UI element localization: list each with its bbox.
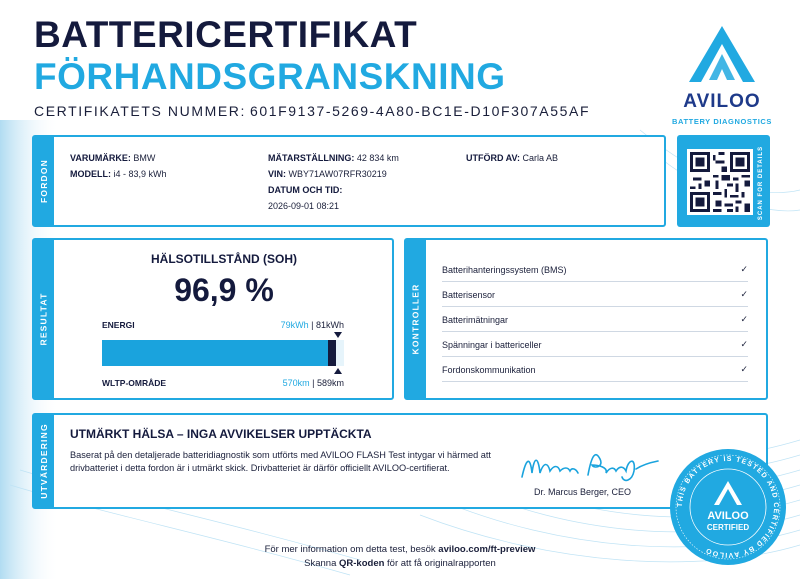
date-value: 2026-09-01 08:21: [268, 201, 340, 211]
odometer-value: 42 834 km: [356, 153, 399, 163]
evaluation-section: [32, 413, 768, 509]
certificate-number-value: 601F9137-5269-4A80-BC1E-D10F307A55AF: [249, 103, 591, 119]
checks-section: [404, 238, 768, 400]
date-value-row: [268, 201, 339, 211]
brand-row: [70, 153, 155, 163]
vin-label: VIN:: [268, 169, 286, 179]
brand-label: VARUMÄRKE:: [70, 153, 131, 163]
check-item-cell-voltages: [442, 333, 748, 357]
footer-line2-suffix: för att få originalrapporten: [384, 558, 496, 569]
checkmark-icon: ✓: [740, 264, 748, 274]
soh-progress-fill: [102, 340, 328, 366]
vin-row: [268, 169, 387, 179]
evaluation-title: UTMÄRKT HÄLSA – INGA AVVIKELSER UPPTÄCKTA: [70, 427, 372, 441]
checkmark-icon: ✓: [740, 339, 748, 349]
evaluation-text: Baserat på den detaljerade batteridiagnostik som utförts med AVILOO FLASH Test intygar vi härmed att drivbatteriet i detta fordon är i utmärkt skick. Drivbatteriet är därför officiellt AVILOO-certifierat.: [70, 450, 491, 474]
check-item-measurements: [442, 308, 748, 332]
energy-values: [234, 320, 344, 330]
wltp-max: 589km: [316, 378, 344, 388]
result-tab: RESULTAT: [34, 240, 54, 398]
vin-value: WBY71AW07RFR30219: [288, 169, 387, 179]
soh-value: 96,9 %: [174, 272, 274, 308]
footer-line1-prefix: För mer information om detta test, besök: [264, 544, 439, 555]
signature-image: [518, 445, 668, 485]
signer-name: Dr. Marcus Berger, CEO: [534, 487, 632, 497]
check-item-bms: [442, 258, 748, 282]
aviloo-logo: [672, 24, 772, 124]
check-label: Batterimätningar: [442, 314, 509, 325]
qr-code-icon[interactable]: [687, 149, 753, 215]
performed-by-value: Carla AB: [522, 153, 559, 163]
checks-tab: KONTROLLER: [406, 240, 426, 398]
energy-max: 81kWh: [315, 320, 344, 330]
model-label: MODELL:: [70, 169, 111, 179]
logo-word: AVILOO: [683, 91, 761, 112]
checkmark-icon: ✓: [740, 364, 748, 374]
aviloo-logo-icon: [687, 24, 757, 84]
soh-label: HÄLSOTILLSTÅND (SOH): [151, 252, 297, 266]
certificate-subtitle: FÖRHANDSGRANSKNING: [34, 56, 506, 97]
check-label: Fordonskommunikation: [442, 364, 536, 375]
check-label: Batterihanteringssystem (BMS): [442, 264, 567, 275]
model-value: i4 - 83,9 kWh: [113, 169, 167, 179]
energy-current: 79kWh: [280, 320, 309, 330]
soh-progress-bar: [102, 340, 344, 366]
wltp-marker-icon: [334, 368, 342, 374]
qr-code-box[interactable]: [677, 135, 770, 227]
wltp-label: WLTP-OMRÅDE: [102, 378, 167, 388]
logo-subtitle: BATTERY DIAGNOSTICS: [672, 117, 773, 126]
scan-label: SCAN FOR DETAILS: [758, 145, 765, 221]
certificate-number: [34, 103, 590, 119]
check-label: Batterisensor: [442, 289, 496, 300]
energy-marker-icon: [334, 332, 342, 338]
seal-ring-text: THIS BATTERY IS TESTED AND CERTIFIED BY AVILOO: [676, 455, 780, 559]
checkmark-icon: ✓: [740, 289, 748, 299]
energy-separator: |: [308, 320, 316, 330]
brand-value: BMW: [133, 153, 156, 163]
footer-link[interactable]: aviloo.com/ft-preview: [438, 544, 536, 555]
evaluation-tab: UTVÄRDERING: [34, 415, 54, 507]
wltp-separator: |: [309, 378, 317, 388]
date-label: DATUM OCH TID:: [268, 185, 343, 195]
vehicle-section: [32, 135, 666, 227]
footer-line1: [0, 543, 800, 557]
performed-by-label: UTFÖRD AV:: [466, 153, 520, 163]
date-label-row: [268, 185, 342, 195]
footer-line2-prefix: Skanna: [304, 558, 340, 569]
certificate-number-label: CERTIFIKATETS NUMMER:: [34, 103, 246, 119]
check-item-sensor: [442, 283, 748, 307]
model-row: [70, 169, 167, 179]
result-section: [32, 238, 394, 400]
check-item-communication: [442, 358, 748, 382]
energy-label: ENERGI: [102, 320, 135, 330]
wltp-values: [234, 378, 344, 388]
wltp-current: 570km: [282, 378, 310, 388]
odometer-row: [268, 153, 399, 163]
seal-word: AVILOO: [707, 510, 749, 522]
check-label: Spänningar i battericeller: [442, 339, 542, 350]
vehicle-tab: FORDON: [34, 137, 54, 225]
footer: [0, 543, 800, 571]
certificate-title: BATTERICERTIFIKAT: [34, 14, 418, 55]
checkmark-icon: ✓: [740, 314, 748, 324]
odometer-label: MÄTARSTÄLLNING:: [268, 153, 355, 163]
footer-qr-bold: QR-koden: [339, 558, 385, 569]
seal-certified: CERTIFIED: [706, 523, 750, 532]
performed-by-row: [466, 153, 558, 163]
footer-line2: [0, 557, 800, 571]
soh-progress-end: [328, 340, 336, 366]
